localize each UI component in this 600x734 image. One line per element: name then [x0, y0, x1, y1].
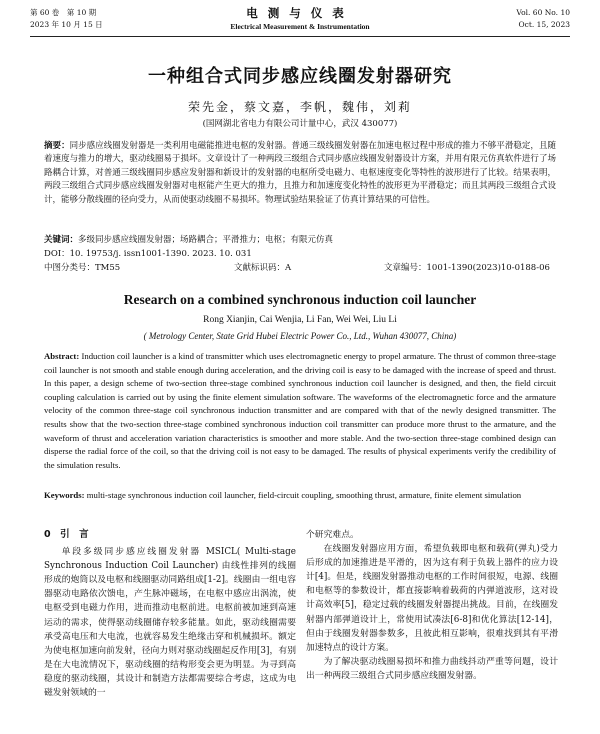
authors-en: Rong Xianjin, Cai Wenjia, Li Fan, Wei Wei, Liu Li: [203, 315, 397, 325]
date-cn: 2023 年 10 月 15 日: [30, 20, 103, 29]
abstract-text-en: Induction coil launcher is a kind of transmitter which uses electromagnetic energy to propel armature. The thrust of common three-stage coil launcher is not smooth and stable enough during acceleration, and the driving coil is easy to be damaged with the increase of speed and thrust. In this paper, a design scheme of two-section three-stage combined synchronous induction coil launcher is designed, and then, the field circuit coupling calculation is carried out by using the finite element simulation software. The waveforms of the electromagnetic force and the armature velocity of the common three-stage coil synchronous induction transmitter and are compared with that of the newly designed transmitter. The results show that the two-section three-stage combined synchronous induction coil transmitter can produce more thrust to the armature, and the waveform of thrust and acceleration variation characteristics is smoother and more stable. And the two-section three-stage combined design can disperse the radial force of the coil, so that the driving coil is not easy to be damaged. The results of physical experiments verify the credibility of the simulation results.: [44, 351, 556, 470]
header-center: [30, 6, 570, 32]
section-heading-introduction: 0 引 言: [44, 529, 89, 540]
abstract-label-en: Abstract:: [44, 351, 80, 361]
document-code: 文献标识码：A: [234, 263, 292, 273]
abstract-label-cn: 摘要：: [44, 141, 70, 151]
body-column-right: [306, 528, 558, 683]
authors-cn: 荣先金，蔡文嘉，李帆，魏伟，刘莉: [187, 100, 412, 114]
keywords-label-cn: 关键词：: [44, 235, 79, 245]
date-en: Oct. 15, 2023: [518, 20, 570, 29]
volume-issue-en: Vol. 60 No. 10: [516, 8, 570, 17]
article-number: 文章编号：1001-1390(2023)10-0188-06: [384, 263, 550, 273]
keywords-text-en: multi-stage synchronous induction coil launcher, field-circuit coupling, smoothing thrust, armature, finite element simulation: [86, 490, 522, 500]
affiliation-cn: (国网湖北省电力有限公司计量中心，武汉 430077): [202, 119, 398, 129]
journal-name-cn: 电测与仪表: [246, 6, 354, 20]
body-paragraph: 单段多级同步感应线圈发射器 MSICL( Multi-stage Synchronous Induction Coil Launcher) 由线性排列的线圈形成的炮筒以及电枢和线圈驱动同路组成[1-2]。线圈由一组电容器驱动电路依次馈电，产生脉冲磁场，在电枢中感应出涡流，使电枢受到电磁力作用，进而推动电枢前进。电枢前被加速到高速运动的需求，使得驱动线圈储存较多能量。如此，驱动线圈需要承受高电压和大电流，也就容易发生绝缘击穿和机械损坏。额定为使电枢加速向前发射，径向力则对驱动线圈起反作用[3]，有别是在大电流情况下，驱动线圈的结构形变会更为明显。为寻到高稳度的驱动线圈，其设计和制造方法都需要综合考虑，这成为电磁发射领域的一: [44, 547, 296, 699]
clc-number: 中图分类号：TM55: [44, 263, 121, 273]
abstract-cn: [44, 140, 556, 207]
journal-header: [30, 6, 570, 37]
volume-issue-cn: 第 60 卷 第 10 期: [30, 8, 97, 17]
abstract-en: [44, 350, 556, 472]
body-column-left: [44, 528, 296, 700]
keywords-label-en: Keywords:: [44, 490, 85, 500]
keywords-cn: [44, 234, 556, 247]
keywords-text-cn: 多级同步感应线圈发射器；场路耦合；平滑推力；电枢；有限元仿真: [78, 235, 334, 245]
body-paragraph: 个研究难点。: [306, 530, 359, 540]
header-right: [516, 7, 570, 31]
keywords-en: [44, 489, 556, 503]
paper-title-cn: 一种组合式同步感应线圈发射器研究: [148, 66, 452, 87]
affiliation-en: ( Metrology Center, State Grid Hubei Electric Power Co., Ltd., Wuhan 430077, China): [143, 331, 457, 341]
abstract-text-cn: 同步感应线圈发射器是一类利用电磁能推进电枢的发射器。普通三级线圈发射器在加速电枢过程中形成的推力不够平滑稳定，且随着速度与推力的增大，驱动线圈易于损坏。文章设计了一种两段三级组合式同步感应线圈发射器设计方案，并用有限元仿真软件进行了场路耦合计算，对普通三级线圈同步感应发射器和新设计的发射器的电枢所受电磁力、电枢速度变化等特性的波形进行了比较。结果表明，两段三级组合式同步感应线圈发射器对电枢能产生更大的推力，且推力和加速度变化特性的波形更为平滑稳定；而且其两段三级组合式设计，能够分散线圈的径向受力，从而使驱动线圈不易损坏。物理试验结果验证了仿真计算结果的可信性。: [44, 141, 556, 205]
doi: DOI：10. 19753/j. issn1001-1390. 2023. 10. 031: [44, 249, 252, 259]
paper-title-en: Research on a combined synchronous induction coil launcher: [123, 292, 477, 307]
body-paragraph: 为了解决驱动线圈易损坏和推力曲线抖动严重等问题，设计出一种两段三级组合式同步感应线圈发射器。: [306, 656, 558, 681]
journal-name-en: Electrical Measurement & Instrumentation: [230, 22, 370, 31]
body-paragraph: 在线圈发射器应用方面，希望负载即电枢和载荷(弹丸)受力后形成的加速推进是平滑的，因为这有利于负载上器件的应力设计[4]。但是，线圈发射器推动电枢的工作时间很短，电源、线圈和电枢等的参数设计，都直接影响着载荷的内弹道波形，这对设计高效率[5]，稳定过载的线圈发射器提出挑战。目前，在线圈发射器内部弹道设计上，常使用试凑法[6-8]和优化算法[12-14]，但由于线圈发射器参数多，且彼此相互影响，很难找到其有平滑加速特点的设计方案。: [306, 544, 558, 653]
